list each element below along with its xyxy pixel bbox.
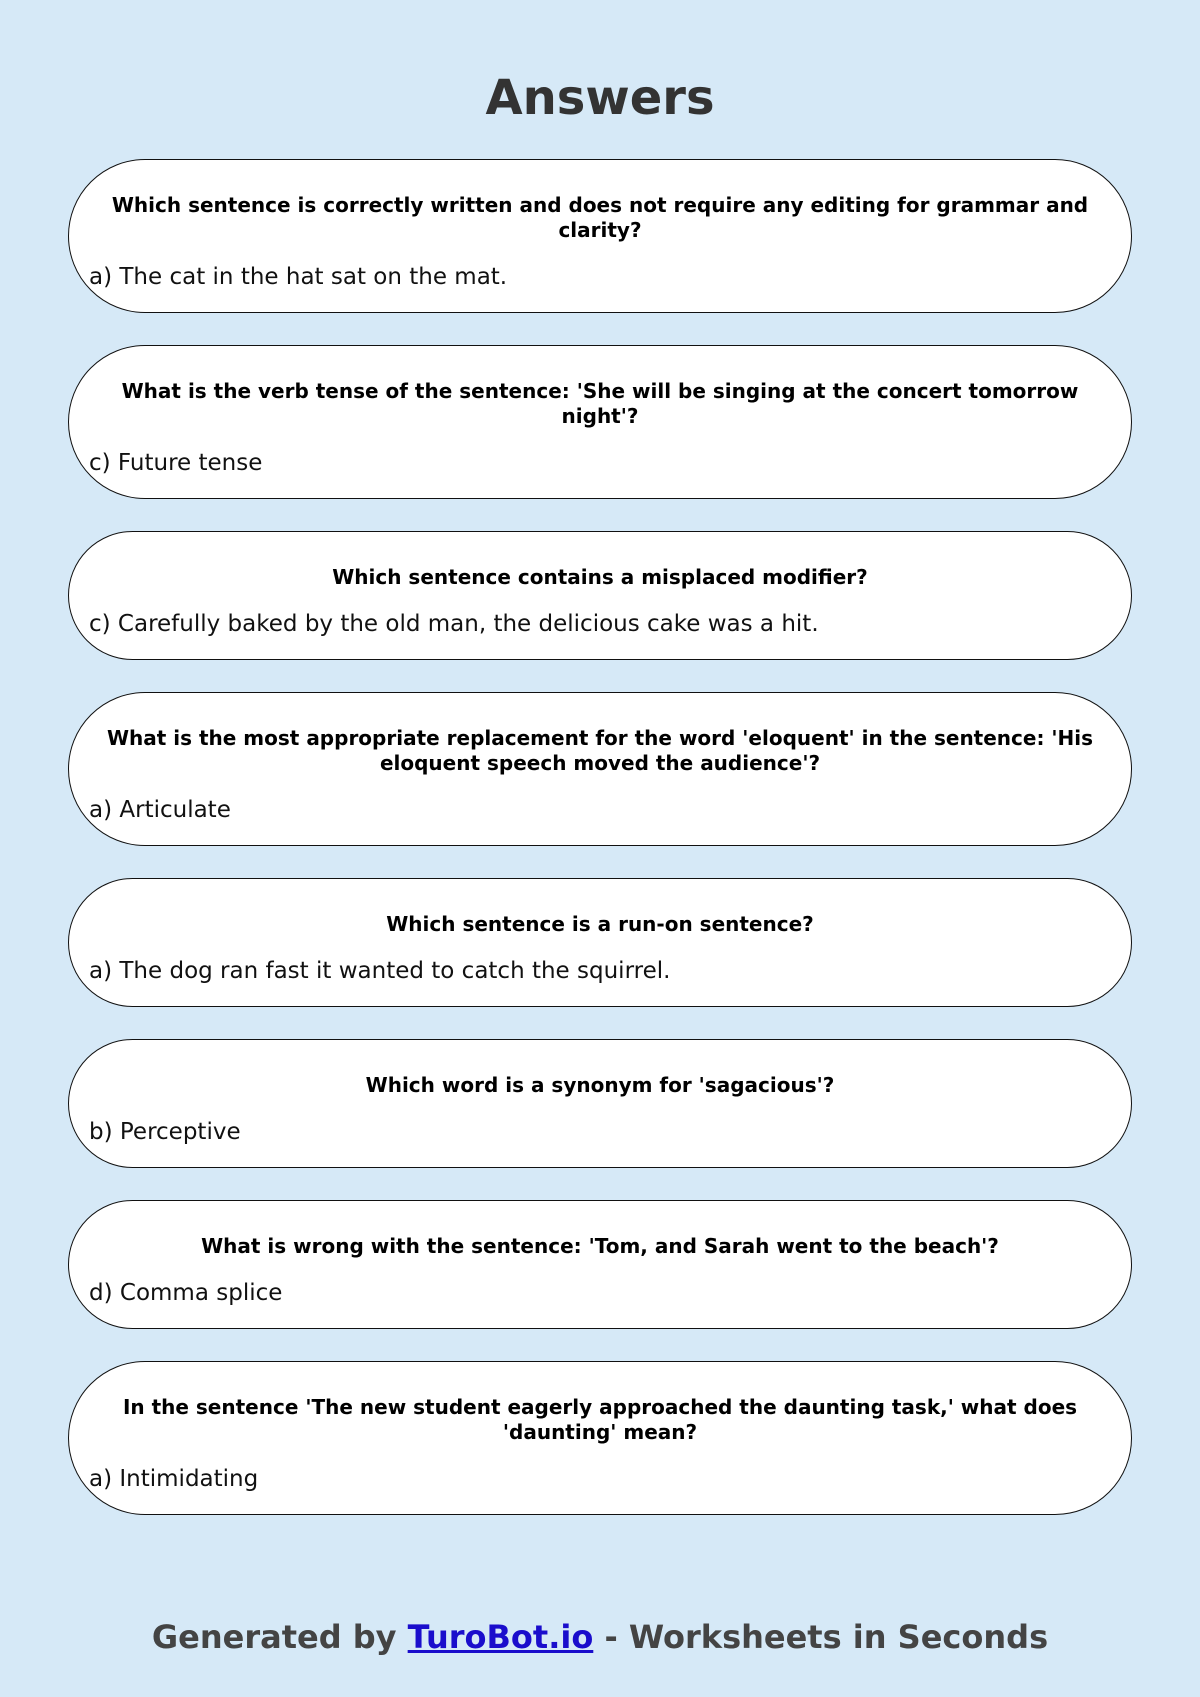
answer-card <box>68 1361 1132 1515</box>
answer-text: c) Carefully baked by the old man, the delicious cake was a hit. <box>89 611 819 637</box>
answer-text: a) The dog ran fast it wanted to catch the squirrel. <box>89 958 671 984</box>
answer-text: d) Comma splice <box>89 1280 283 1306</box>
answer-card <box>68 878 1132 1007</box>
question-text: What is wrong with the sentence: 'Tom, and Sarah went to the beach'? <box>201 1234 999 1258</box>
answer-card <box>68 531 1132 660</box>
answer-text: b) Perceptive <box>89 1119 241 1145</box>
answer-text: a) Intimidating <box>89 1466 259 1492</box>
answer-list <box>68 159 1132 1547</box>
question-text: Which word is a synonym for 'sagacious'? <box>365 1073 835 1097</box>
footer-prefix: Generated by <box>151 1618 408 1656</box>
answer-card <box>68 345 1132 499</box>
footer-suffix: - Worksheets in Seconds <box>593 1618 1049 1656</box>
turobot-link[interactable]: TuroBot.io <box>407 1618 594 1656</box>
answer-card <box>68 1039 1132 1168</box>
answer-card <box>68 692 1132 846</box>
question-text: What is the verb tense of the sentence: 'She will be singing at the concert tomorrow night'? <box>121 379 1079 428</box>
question-text: In the sentence 'The new student eagerly approached the daunting task,' what does 'daunting' mean? <box>122 1395 1078 1444</box>
answer-text: c) Future tense <box>89 450 263 476</box>
question-text: Which sentence contains a misplaced modifier? <box>332 565 868 589</box>
question-text: Which sentence is correctly written and does not require any editing for grammar and clarity? <box>111 193 1089 242</box>
page-title: Answers <box>485 70 715 126</box>
answer-text: a) The cat in the hat sat on the mat. <box>89 264 508 290</box>
question-text: What is the most appropriate replacement for the word 'eloquent' in the sentence: 'His eloquent speech moved the audience'? <box>106 726 1094 775</box>
footer <box>0 1617 1200 1657</box>
question-text: Which sentence is a run-on sentence? <box>386 912 814 936</box>
answer-card <box>68 159 1132 313</box>
answer-card <box>68 1200 1132 1329</box>
answer-text: a) Articulate <box>89 797 231 823</box>
